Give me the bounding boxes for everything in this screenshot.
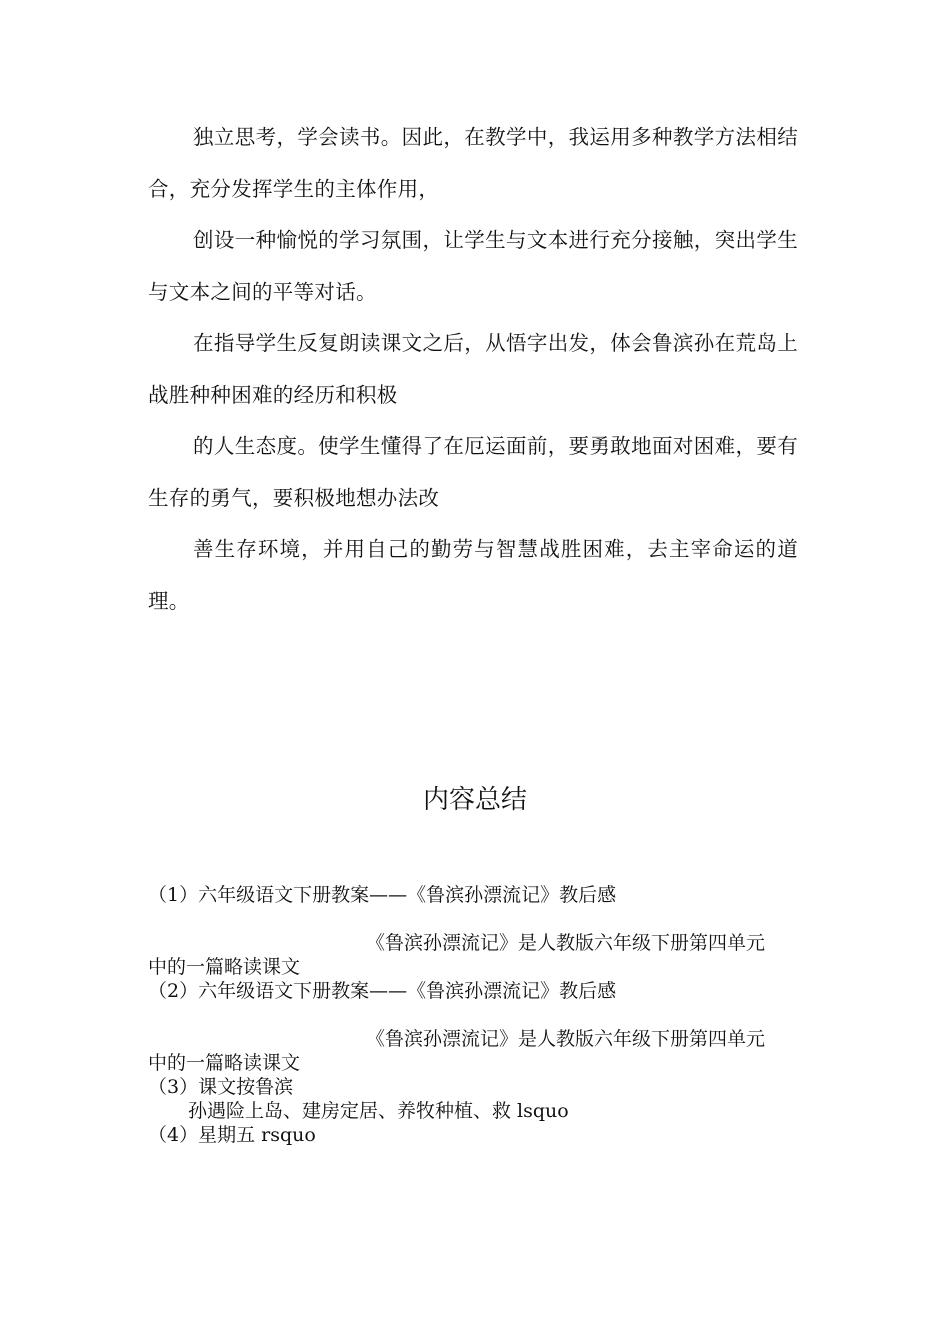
summary-item-1-line-1: 《鲁滨孙漂流记》是人教版六年级下册第四单元: [366, 932, 766, 954]
summary-list: [148, 883, 798, 1147]
summary-item-4-title: （4）星期五 rsquo: [148, 1124, 316, 1146]
summary-item-3-title: （3）课文按鲁滨: [148, 1076, 294, 1098]
body-text: [148, 112, 798, 627]
summary-item-3-line-1: 孙遇险上岛、建房定居、养牧种植、救 lsquo: [188, 1100, 569, 1122]
paragraph-5: 善生存环境，并用自己的勤劳与智慧战胜困难，去主宰命运的道理。: [148, 537, 798, 613]
summary-item-2-title: （2）六年级语文下册教案——《鲁滨孙漂流记》教后感: [148, 980, 617, 1002]
summary-item-1-line-2: 中的一篇略读课文: [148, 956, 301, 978]
paragraph-2: 创设一种愉悦的学习氛围，让学生与文本进行充分接触，突出学生与文本之间的平等对话。: [148, 228, 798, 304]
summary-gap: [148, 1003, 798, 1027]
summary-title: 内容总结: [422, 785, 527, 815]
summary-gap: [148, 907, 798, 931]
paragraph-3: 在指导学生反复朗读课文之后，从悟字出发，体会鲁滨孙在荒岛上战胜种种困难的经历和积极: [148, 331, 798, 407]
summary-item-2-line-2: 中的一篇略读课文: [148, 1052, 301, 1074]
paragraph-1: 独立思考，学会读书。因此，在教学中，我运用多种教学方法相结合，充分发挥学生的主体作用，: [148, 125, 798, 201]
summary-item-2-line-1: 《鲁滨孙漂流记》是人教版六年级下册第四单元: [366, 1028, 766, 1050]
paragraph-4: 的人生态度。使学生懂得了在厄运面前，要勇敢地面对困难，要有生存的勇气，要积极地想办法改: [148, 434, 798, 510]
summary-item-1-title: （1）六年级语文下册教案——《鲁滨孙漂流记》教后感: [148, 884, 617, 906]
